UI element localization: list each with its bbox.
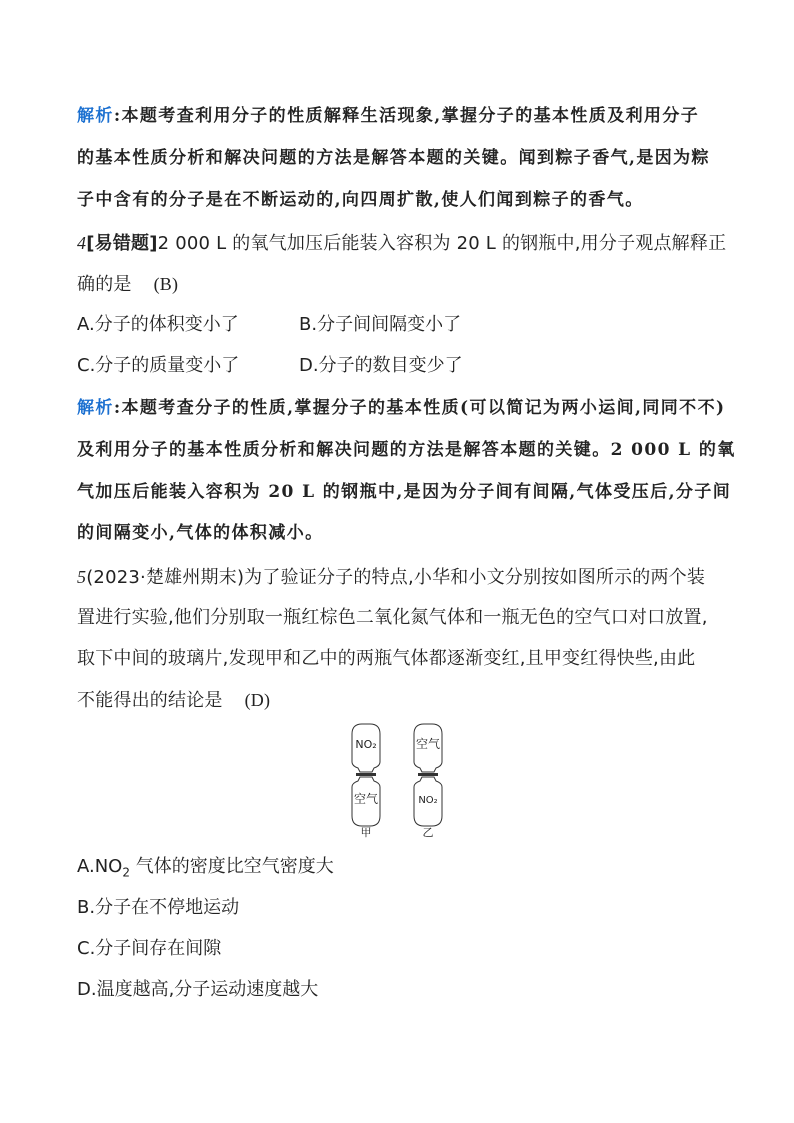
question-text: 确的是 [77, 274, 132, 295]
option-a: A.分子的体积变小了 [77, 314, 239, 335]
top-gas-label-yi: 空气 [415, 737, 441, 751]
answer: (B) [153, 274, 179, 294]
question-tag: [易错题] [86, 233, 158, 254]
question-number: 4 [77, 233, 87, 253]
explanation-label: 解析 [77, 398, 114, 418]
option-b: B.分子在不停地运动 [77, 897, 240, 918]
explanation-2-line-2: 及利用分子的基本性质分析和解决问题的方法是解答本题的关键。2 000 L 的氧 [77, 440, 736, 460]
option-c: C.分子间存在间隙 [77, 938, 222, 959]
option-d: D.温度越高,分子运动速度越大 [77, 979, 319, 1000]
explanation-1-line-3: 子中含有的分子是在不断运动的,向四周扩散,使人们闻到粽子的香气。 [77, 190, 644, 210]
top-gas-label-jia: NO₂ [355, 738, 377, 751]
caption-jia: 甲 [360, 826, 372, 838]
explanation-1-line-1 [77, 104, 699, 128]
option-c: C.分子的质量变小了 [77, 355, 240, 376]
option-d: D.分子的数目变少了 [299, 355, 463, 376]
setup-jia [352, 724, 380, 838]
option-b: B.分子间间隔变小了 [299, 314, 462, 335]
question-text: 不能得出的结论是 [77, 690, 223, 711]
explanation-text: :本题考查分子的性质,掌握分子的基本性质(可以简记为两小运间,同同不不) [113, 398, 726, 418]
explanation-label: 解析 [77, 106, 114, 126]
question-4-line-2 [77, 272, 178, 297]
question-number: 5 [77, 567, 87, 587]
question-5-line-1 [77, 565, 705, 590]
caption-yi: 乙 [422, 826, 434, 838]
question-5-line-2: 置进行实验,他们分别取一瓶红棕色二氧化氮气体和一瓶无色的空气口对口放置, [77, 607, 708, 628]
explanation-2-line-4: 的间隔变小,气体的体积减小。 [77, 523, 324, 543]
option-a [77, 855, 334, 885]
question-text: 2 000 L 的氧气加压后能装入容积为 20 L 的钢瓶中,用分子观点解释正 [157, 233, 727, 254]
glass-plate-jia [356, 773, 376, 776]
subscript: 2 [122, 865, 130, 880]
explanation-2-line-1 [77, 396, 725, 420]
option-a-prefix: A.NO [77, 856, 123, 877]
explanation-2-line-3: 气加压后能装入容积为 20 L 的钢瓶中,是因为分子间有间隔,气体受压后,分子间 [77, 482, 732, 502]
answer: (D) [244, 690, 271, 710]
question-4-line-1 [77, 231, 726, 256]
setup-yi [414, 724, 442, 838]
bottom-gas-label-yi: NO₂ [418, 795, 438, 806]
question-5-line-3: 取下中间的玻璃片,发现甲和乙中的两瓶气体都逐渐变红,且甲变红得快些,由此 [77, 648, 696, 669]
bottom-gas-label-jia: 空气 [353, 792, 379, 806]
explanation-1-line-2: 的基本性质分析和解决问题的方法是解答本题的关键。闻到粽子香气,是因为粽 [77, 148, 710, 168]
bottle-experiment-figure [340, 718, 460, 838]
question-5-line-4 [77, 688, 270, 713]
explanation-text: :本题考查利用分子的性质解释生活现象,掌握分子的基本性质及利用分子 [113, 106, 700, 126]
option-a-text: 气体的密度比空气密度大 [130, 856, 334, 877]
glass-plate-yi [418, 773, 438, 776]
question-text: (2023·楚雄州期末)为了验证分子的特点,小华和小文分别按如图所示的两个装 [86, 567, 706, 588]
